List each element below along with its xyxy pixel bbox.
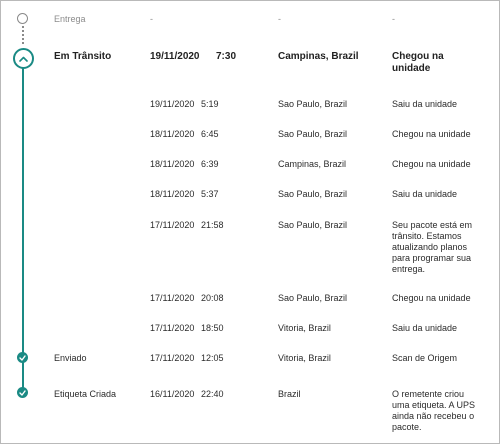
event-location: Sao Paulo, Brazil	[278, 189, 348, 199]
step-activity: Scan de Origem	[392, 353, 458, 363]
event-activity: Chegou na unidade	[392, 129, 471, 139]
event-location: Sao Paulo, Brazil	[278, 99, 348, 109]
event-location: Sao Paulo, Brazil	[278, 220, 348, 230]
check-icon	[17, 352, 28, 363]
event-location: Vitoria, Brazil	[278, 323, 331, 333]
event-date: 18/11/2020	[150, 129, 195, 139]
event-activity: Saiu da unidade	[392, 99, 458, 109]
event-date: 18/11/2020	[150, 159, 195, 169]
step-location: Campinas, Brazil	[278, 51, 359, 62]
event-location: Sao Paulo, Brazil	[278, 129, 348, 139]
event-location: Campinas, Brazil	[278, 159, 347, 169]
event-location: Sao Paulo, Brazil	[278, 293, 348, 303]
step-date: -	[150, 14, 153, 24]
step-status: Enviado	[54, 353, 87, 363]
step-date: 19/11/2020	[150, 51, 200, 62]
event-activity: Chegou na unidade	[392, 159, 471, 169]
step-status: Entrega	[54, 14, 86, 24]
event-date: 18/11/2020	[150, 189, 195, 199]
step-status: Etiqueta Criada	[54, 389, 117, 399]
step-date: 17/11/2020	[150, 353, 195, 363]
step-date: 16/11/2020	[150, 389, 195, 399]
event-time: 21:58	[201, 220, 224, 230]
event-time: 20:08	[201, 293, 224, 303]
step-status: Em Trânsito	[54, 51, 112, 62]
chevron-up-icon	[19, 56, 28, 62]
event-time: 6:45	[201, 129, 219, 139]
step-location: Brazil	[278, 389, 301, 399]
step-location: Vitoria, Brazil	[278, 353, 331, 363]
step-activity: O remetente criou uma etiqueta. A UPS ainda não recebeu o pacote.	[392, 389, 476, 432]
step-time: 7:30	[216, 51, 237, 62]
event-activity: Seu pacote está em trânsito. Estamos atualizando planos para programar sua entrega.	[392, 220, 473, 274]
check-icon	[17, 387, 28, 398]
event-activity: Chegou na unidade	[392, 293, 471, 303]
collapse-transit-button[interactable]	[13, 48, 34, 69]
step-activity: Chegou na unidade	[392, 51, 444, 74]
event-activity: Saiu da unidade	[392, 189, 458, 199]
step-location: -	[278, 14, 281, 24]
event-date: 17/11/2020	[150, 323, 195, 333]
event-activity: Saiu da unidade	[392, 323, 458, 333]
step-time: 22:40	[201, 389, 224, 399]
event-time: 6:39	[201, 159, 219, 169]
step-activity: -	[392, 14, 395, 24]
event-time: 18:50	[201, 323, 224, 333]
event-date: 17/11/2020	[150, 293, 195, 303]
step-time: 12:05	[201, 353, 224, 363]
event-date: 19/11/2020	[150, 99, 195, 109]
event-time: 5:19	[201, 99, 219, 109]
timeline-progress-line	[22, 65, 24, 393]
event-date: 17/11/2020	[150, 220, 195, 230]
empty-circle-icon	[17, 13, 28, 24]
timeline-pending-connector	[22, 26, 24, 44]
event-time: 5:37	[201, 189, 219, 199]
